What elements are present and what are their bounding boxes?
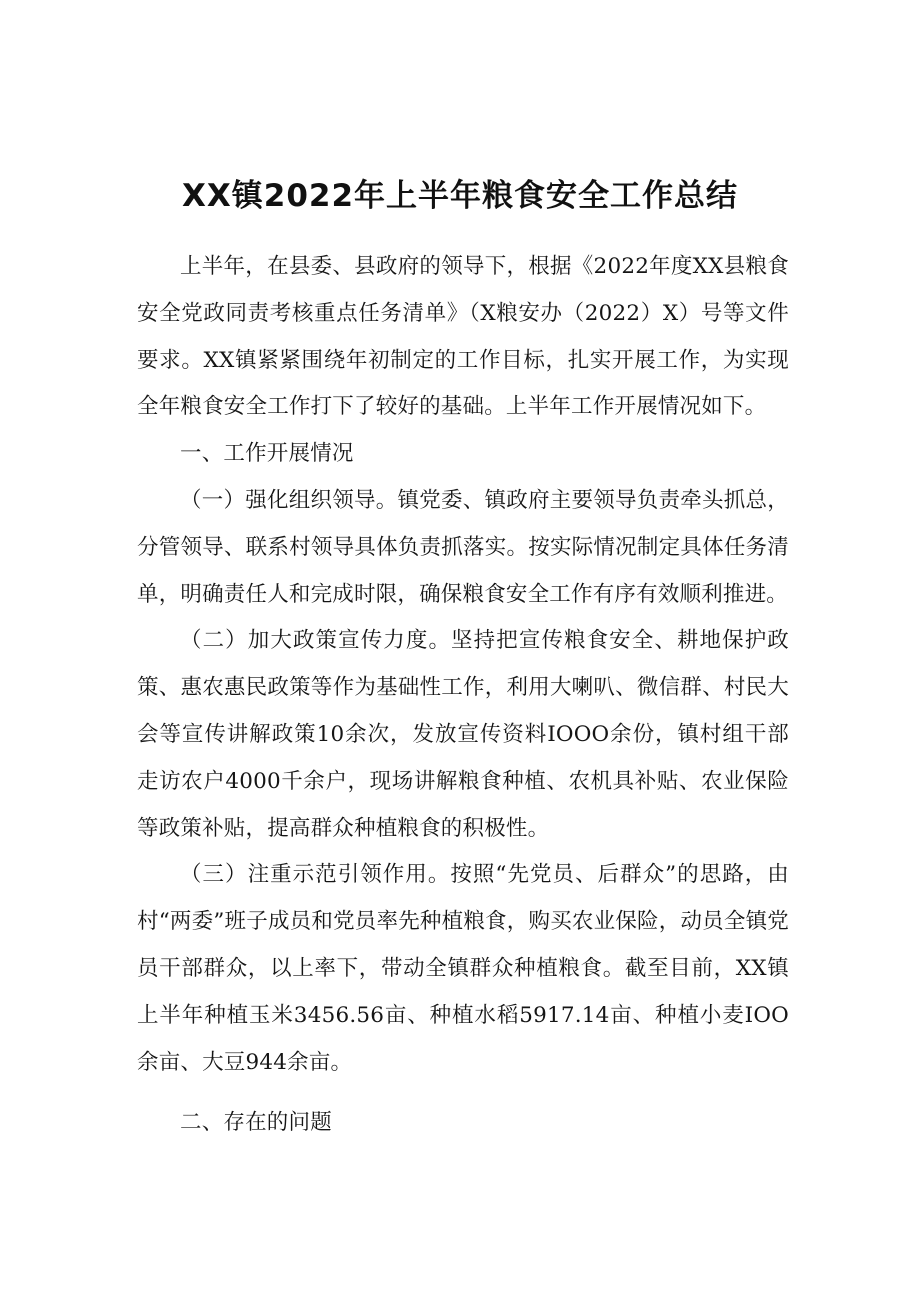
section-heading-work-progress: 一、工作开展情况 [180,441,354,467]
document-body [137,244,789,1147]
paragraph-policy-promotion: （二）加大政策宣传力度。坚持把宣传粮食安全、耕地保护政策、惠农惠民政策等作为基础性工作，利用大喇叭、微信群、村民大会等宣传讲解政策10余次，发放宣传资料IOOO余份，镇村组干部走访农户4000千余户，现场讲解粮食种植、农机具补贴、农业保险等政策补贴，提高群众种植粮食的积极性。 [137,628,789,841]
paragraph-demonstration: （三）注重示范引领作用。按照“先党员、后群众”的思路，由村“两委”班子成员和党员率先种植粮食，购买农业保险，动员全镇党员干部群众，以上率下，带动全镇群众种植粮食。截至目前，XX镇上半年种植玉米3456.56亩、种植水稻5917.14亩、种植小麦IOO余亩、大豆944余亩。 [137,862,789,1075]
document-title: XX镇2022年上半年粮食安全工作总结 [181,178,739,214]
section-heading-problems: 二、存在的问题 [180,1110,332,1136]
paragraph-organization-leadership: （一）强化组织领导。镇党委、镇政府主要领导负责牵头抓总，分管领导、联系村领导具体负责抓落实。按实际情况制定具体任务清单，明确责任人和完成时限，确保粮食安全工作有序有效顺利推进。 [137,487,789,607]
intro-paragraph: 上半年，在县委、县政府的领导下，根据《2022年度XX县粮食安全党政同责考核重点任务清单》（X粮安办（2022）X）号等文件要求。XX镇紧紧围绕年初制定的工作目标，扎实开展工作，为实现全年粮食安全工作打下了较好的基础。上半年工作开展情况如下。 [137,254,789,420]
